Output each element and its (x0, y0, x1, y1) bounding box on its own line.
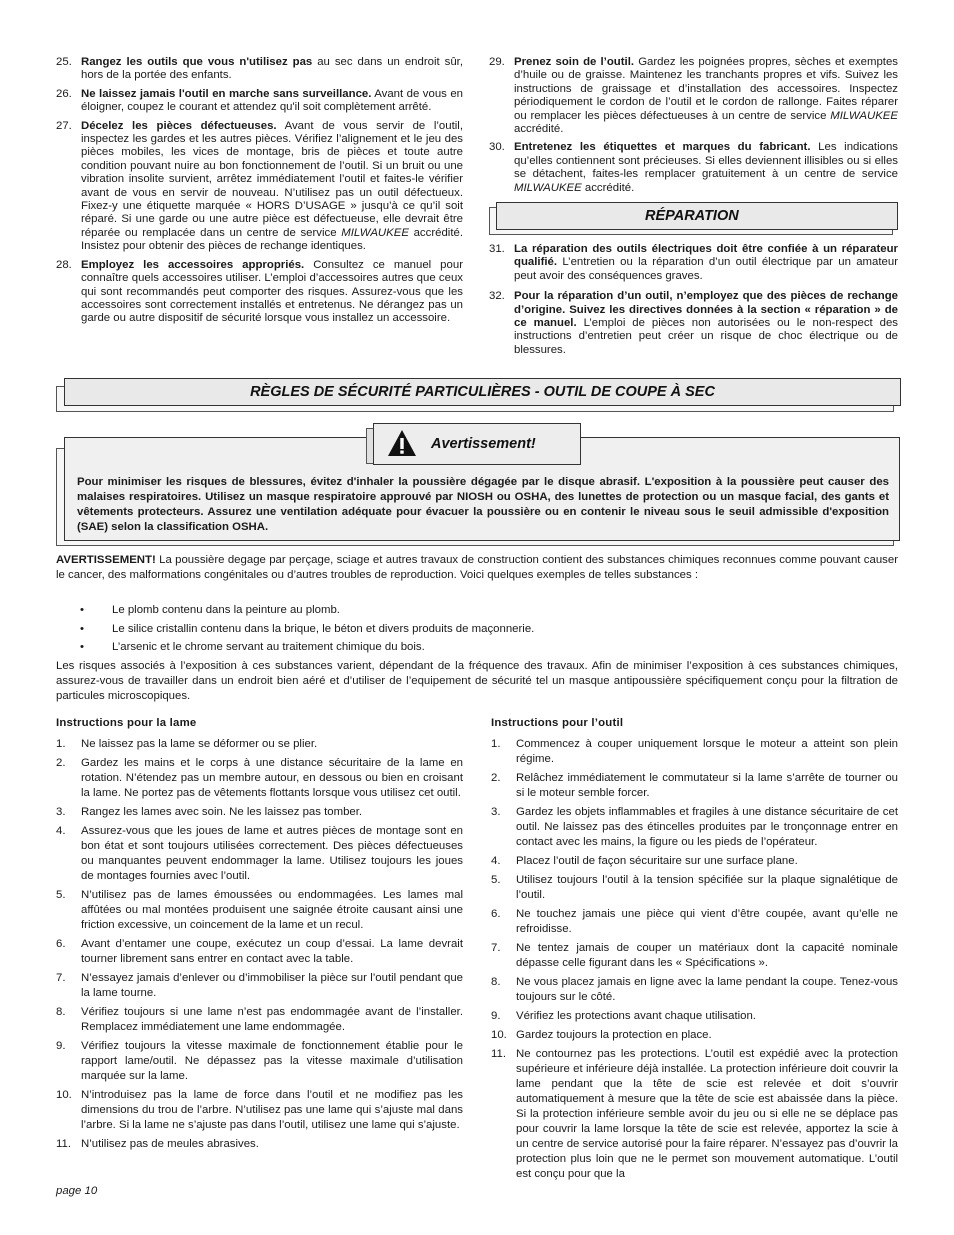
rule-item (56, 120, 463, 254)
rule-text (514, 290, 898, 357)
bullet-dot: • (80, 641, 84, 653)
reparation-list (489, 243, 898, 364)
safety-rules-left-column (56, 56, 463, 331)
rule-item (489, 141, 898, 195)
rule-number: 28. (56, 258, 72, 271)
instruction-item (56, 1137, 463, 1152)
rule-number: 30. (489, 141, 505, 154)
instruction-text: Placez l’outil de façon sécuritaire sur une surface plane. (516, 855, 798, 867)
instruction-text: Relâchez immédiatement le commutateur si la lame s’arrête de tourner ou si le moteur semble forcer. (516, 772, 898, 799)
warning-title: Avertissement! (431, 436, 536, 452)
rule-body: au sec dans un endroit sûr, hors de la portée des enfants. (81, 56, 463, 82)
instruction-text: Gardez toujours la protection en place. (516, 1029, 712, 1041)
rule-item (56, 88, 463, 115)
instruction-number: 10. (491, 1029, 507, 1041)
instruction-text: Ne tentez jamais de couper un matériaux dont la capacité nominale dépasse celle figurant dans les « Spécifications ». (516, 942, 898, 969)
safety-rules-right-column (489, 56, 898, 200)
rule-bold-lead: Décelez les pièces défectueuses. (81, 119, 277, 132)
brand-name: MILWAUKEE (341, 226, 409, 239)
section-heading-box (64, 378, 901, 406)
instruction-number: 2. (56, 757, 66, 769)
instruction-number: 3. (56, 806, 66, 818)
rule-body: L’emploi de pièces non autorisées ou le non-respect des instructions d’entretien peut créer un risque de choc électrique ou de blessures. (514, 317, 898, 356)
instruction-number: 10. (56, 1089, 72, 1101)
instruction-text: Ne laissez pas la lame se déformer ou se plier. (81, 738, 318, 750)
instruction-item (56, 1088, 463, 1133)
reparation-heading-box (496, 202, 898, 230)
brand-name: MILWAUKEE (830, 109, 898, 122)
rule-body: Avant de vous en éloigner, coupez le courant et attendez qu'il soit complètement arrêté. (81, 87, 463, 114)
instruction-item (56, 737, 463, 752)
rule-number: 27. (56, 119, 72, 132)
rule-text (514, 141, 898, 195)
instruction-number: 5. (56, 889, 66, 901)
rule-bold-lead: Entretenez les étiquettes et marques du fabricant. (514, 141, 811, 154)
instruction-text: Assurez-vous que les joues de lame et autres pièces de montage sont en bon état et sont toujours utilisées correctement. Des pièces défectueuses ou manquantes peuvent endommager la lame. Utilisez toujours les joues de montages fournies avec l’outil. (81, 825, 463, 882)
warning-body: Pour minimiser les risques de blessures, évitez d'inhaler la poussière dégagée par le disque abrasif. L'exposition à la poussière peut causer des malaises respiratoires. Utilisez un masque respiratoire approuvé par NIOSH ou OSHA, des lunettes de protection ou un masque facial, des gants et vêtements protecteurs. Assurez une ventilation adéquate pour évacuer la poussière ou en contenir le niveau sous le seuil admissible d'exposition (SAE) selon la classification OSHA. (77, 476, 889, 533)
instruction-number: 7. (491, 942, 501, 954)
instruction-text: Ne vous placez jamais en ligne avec la lame pendant la coupe. Tenez-vous toujours sur le côté. (516, 976, 898, 1003)
instruction-text: N’utilisez pas de lames émoussées ou endommagées. Les lames mal affûtées ou mal montées produisent une saignée étroite causant ainsi une friction excessive, un coincement de la lame et un recul. (81, 889, 463, 931)
instruction-text: Ne contournez pas les protections. L’outil est expédié avec la protection supérieure et inférieure déjà installée. La protection inférieure doit couvrir la lame pendant que la tête de scie est relevée et doit s’ouvrir automatiquement à mesure que la tête de scie est abaissée dans la pièce. Si la protection inférieure semble avoir du jeu ou si elle ne se déplace pas pour couvrir la lame lorsque la tête de scie est relevée, apportez la scie à un centre de service autorisé pour la faire réparer. N’essayez pas d’ouvrir la protection plus loin que ne le permet son mouvement automatique. L’outil est conçu pour que la (516, 1048, 898, 1180)
instruction-number: 3. (491, 806, 501, 818)
rule-item (56, 259, 463, 326)
instruction-item (56, 756, 463, 801)
instruction-item (56, 971, 463, 1001)
rule-body: Avant de vous servir de l’outil, inspectez les gardes et les autres pièces. Vérifiez l’alignement et le jeu des pièces mobiles, les vices de montage, bris de pièces et toute autre condition pouvant nuire au bon fonctionnement de l’outil. Si un bruit ou une vibration insolite survient, arrêtez immédiatement l’outil et faites-le vérifier avant de vous en servir de nouveau. N’utilisez pas un outil défectueux. Fixez-y une étiquette marquée « HORS D’USAGE » jusqu’à ce qu’il soit réparé. Si une garde ou une autre pièce est défectueuse, elle devrait être réparée ou remplacée dans un centre de service (81, 119, 463, 239)
instruction-text: Vérifiez les protections avant chaque utilisation. (516, 1010, 756, 1022)
instruction-item (491, 771, 898, 801)
rule-number: 31. (489, 243, 505, 255)
instruction-item (491, 737, 898, 767)
rule-text (81, 120, 463, 254)
instruction-item (56, 1039, 463, 1084)
instruction-text: Gardez les mains et le corps à une distance sécuritaire de la lame en rotation. N’étendez pas un membre autour, en dessous ou bien en croisant la lame. Ne portez pas de vêtements flottants lorsque vous utilisez cet outil. (81, 757, 463, 799)
instruction-number: 8. (56, 1006, 66, 1018)
instruction-text: Avant d’entamer une coupe, exécutez un coup d’essai. La lame devrait tourner librement sans entrer en contact avec la table. (81, 938, 463, 965)
section-heading: RÈGLES DE SÉCURITÉ PARTICULIÈRES - OUTIL DE COUPE À SEC (250, 384, 715, 400)
bullet-text: L’arsenic et le chrome servant au traitement chimique du bois. (112, 641, 425, 653)
instruction-number: 9. (56, 1040, 66, 1052)
instruction-text: N’utilisez pas de meules abrasives. (81, 1138, 259, 1150)
instruction-number: 5. (491, 874, 501, 886)
rule-body: Les indications qu’elles contiennent sont précieuses. Si elles deviennent illisibles ou si elles se détachent, faites-les remplacer gratuitement à un centre de service (514, 141, 898, 181)
instruction-item (56, 805, 463, 820)
blade-instructions-heading: Instructions pour la lame (56, 717, 197, 729)
rule-number: 25. (56, 56, 72, 68)
instruction-item (56, 888, 463, 933)
rule-body: L’entretien ou la réparation d’un outil électrique par un amateur peut avoir des conséquences graves. (514, 256, 898, 282)
instruction-text: Rangez les lames avec soin. Ne les laissez pas tomber. (81, 806, 363, 818)
instruction-text: Gardez les objets inflammables et fragiles à une distance sécuritaire de cet outil. Ne laissez pas des étincelles produites par le tronçonnage entrer en contact avec les mains, la figure ou les pieds de l’opérateur. (516, 806, 898, 848)
rule-text (514, 56, 898, 136)
instruction-text: N’essayez jamais d’enlever ou d’immobiliser la pièce sur l’outil pendant que la lame tourne. (81, 972, 463, 999)
rule-text (81, 56, 463, 83)
instruction-number: 2. (491, 772, 501, 784)
instruction-number: 1. (56, 738, 66, 750)
instruction-item (491, 1028, 898, 1043)
instruction-number: 6. (491, 908, 501, 920)
instruction-item (491, 907, 898, 937)
rule-text (81, 259, 463, 326)
instruction-number: 6. (56, 938, 66, 950)
bullet-text: Le silice cristallin contenu dans la brique, le béton et divers produits de maçonnerie. (112, 623, 535, 635)
rule-tail: accrédité. Insistez pour obtenir des pièces de rechange identiques. (81, 226, 463, 253)
instruction-number: 4. (56, 825, 66, 837)
bullet-dot: • (80, 623, 84, 635)
rule-tail: accrédité. (514, 123, 564, 136)
rule-number: 26. (56, 87, 72, 100)
instruction-item (491, 805, 898, 850)
rule-bold-lead: Pour la réparation d’un outil, n’employez que des pièces de rechange d’origine. Suivez les directives données à la section « réparation » de ce manuel. (514, 290, 898, 330)
instruction-number: 8. (491, 976, 501, 988)
instruction-number: 7. (56, 972, 66, 984)
rule-bold-lead: Prenez soin de l’outil. (514, 56, 635, 68)
instruction-item (56, 937, 463, 967)
tool-instructions-list (491, 737, 898, 1186)
rule-number: 29. (489, 56, 505, 68)
substance-bullet (56, 603, 340, 617)
instruction-item (491, 975, 898, 1005)
instruction-number: 4. (491, 855, 501, 867)
substance-bullet (56, 622, 534, 636)
rule-tail: accrédité. (581, 181, 635, 194)
instruction-number: 11. (56, 1138, 71, 1150)
instruction-text: Utilisez toujours l’outil à la tension spécifiée sur la plaque signalétique de l’outil. (516, 874, 898, 901)
rule-item (56, 56, 463, 83)
instruction-item (491, 1047, 898, 1182)
bullet-text: Le plomb contenu dans la peinture au plomb. (112, 604, 340, 616)
dust-warning-label: AVERTISSEMENT! (56, 554, 156, 566)
brand-name: MILWAUKEE (514, 181, 582, 194)
rule-item (489, 56, 898, 136)
warning-title-box (373, 423, 581, 465)
blade-instructions-list (56, 737, 463, 1156)
rule-bold-lead: Ne laissez jamais l'outil en marche sans surveillance. (81, 87, 372, 100)
rule-item (489, 290, 898, 357)
instruction-item (56, 824, 463, 884)
rule-text (514, 243, 898, 283)
rule-bold-lead: Rangez les outils que vous n'utilisez pas (81, 56, 313, 68)
instruction-number: 11. (491, 1048, 506, 1060)
rule-number: 32. (489, 290, 505, 303)
instruction-number: 1. (491, 738, 501, 750)
bullet-dot: • (80, 604, 84, 616)
dust-warning-paragraph (56, 553, 898, 583)
instruction-text: N’introduisez pas la lame de force dans l’outil et ne modifiez pas les dimensions du trou de l’arbre. N’utilisez pas une lame qui s’ajuste mal dans l’arbre. Si la lame ne s’ajuste pas dans l’outil, utilisez une lame qui s’ajuste. (81, 1089, 463, 1131)
instruction-text: Commencez à couper uniquement lorsque le moteur a atteint son plein régime. (516, 738, 898, 765)
instruction-number: 9. (491, 1010, 501, 1022)
instruction-text: Vérifiez toujours la vitesse maximale de fonctionnement établie pour le rapport lame/outil. Ne dépassez pas la vitesse maximale d’utilisation marquée sur la lame. (81, 1040, 463, 1082)
rule-body: Consultez ce manuel pour connaître quels accessoires utiliser. L’emploi d’accessoires autres que ceux qui sont recommandés peut comporter des risques. Assurez-vous que les accessoires sont correctement installés et entretenus. Ne dérangez pas un garde ou autre dispositif de sécurité lorsque vous installez un accessoire. (81, 258, 463, 325)
rule-item (489, 243, 898, 283)
instruction-item (491, 1009, 898, 1024)
warning-triangle-icon (387, 429, 417, 457)
rule-body: Gardez les poignées propres, sèches et exemptes d’huile ou de graisse. Maintenez les tranchants propres et vifs. Suivez les instructions de graissage et d’installation des accessoires. Inspectez périodiquement le cordon de l’outil et le cordon de rallonge. Faites réparer ou remplacer les pièces défectueuses à un centre de service (514, 56, 898, 122)
instruction-text: Ne touchez jamais une pièce qui vient d’être coupée, avant qu’elle ne refroidisse. (516, 908, 898, 935)
dust-warning-text: La poussière degage par perçage, sciage et autres travaux de construction contient des substances chimiques reconnues comme pouvant causer le cancer, des malformations congénitales ou d’autres troubles de reproduction. Voici quelques exemples de telles substances : (56, 554, 898, 581)
instruction-item (491, 941, 898, 971)
page-number: page 10 (56, 1185, 98, 1197)
rule-text (81, 88, 463, 115)
instruction-text: Vérifiez toujours si une lame n’est pas endommagée avant de l’installer. Remplacez immédiatement une lame endommagée. (81, 1006, 463, 1033)
reparation-heading: RÉPARATION (645, 208, 739, 224)
substance-bullet (56, 640, 425, 654)
instruction-item (491, 854, 898, 869)
tool-instructions-heading: Instructions pour l’outil (491, 717, 624, 729)
rule-bold-lead: La réparation des outils électriques doit être confiée à un réparateur qualifié. (514, 243, 898, 269)
risk-paragraph: Les risques associés à l’exposition à ces substances varient, dépendant de la fréquence des travaux. Afin de minimiser l’exposition à ces substances chimiques, assurez-vous de travailler dans un endroit bien aéré et d’utiliser de l’equipement de sécurité tel un masque antipoussière spécifiquement conçu pour la filtration de particules microscopiques. (56, 660, 898, 702)
rule-bold-lead: Employez les accessoires appropriés. (81, 258, 305, 271)
instruction-item (491, 873, 898, 903)
instruction-item (56, 1005, 463, 1035)
